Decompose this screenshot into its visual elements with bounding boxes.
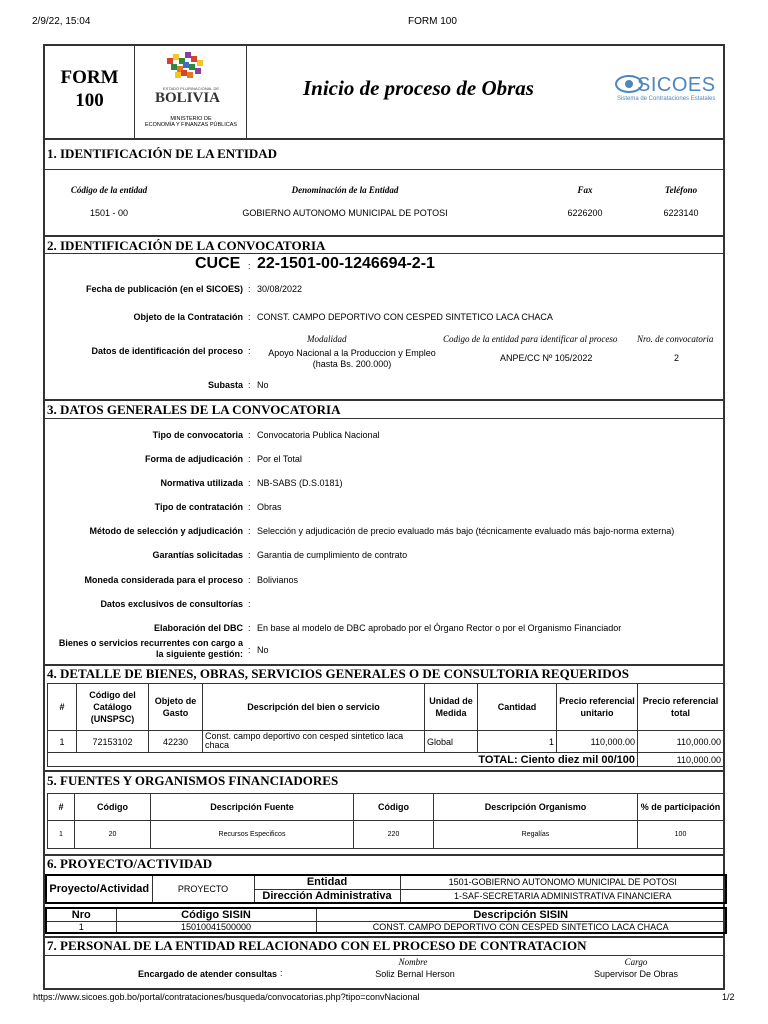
general-data-label: Tipo de contratación <box>154 502 243 512</box>
section2-title: 2. IDENTIFICACIÓN DE LA CONVOCATORIA <box>47 238 326 253</box>
sicoes-brand: SICOES <box>637 74 716 96</box>
colon: : <box>248 478 251 488</box>
general-data-label: Tipo de convocatoria <box>152 430 243 440</box>
modalidad-line1: Apoyo Nacional a la Produccion y Empleo <box>268 348 436 358</box>
general-data-label: Elaboración del DBC <box>153 623 243 633</box>
ministry-name <box>135 116 247 128</box>
form-document <box>43 44 725 990</box>
cell: 72153102 <box>77 731 149 753</box>
items-header: Objeto de Gasto <box>149 684 203 731</box>
logo-small-text: ESTADO PLURINACIONAL DE <box>163 86 220 91</box>
general-data-value: Obras <box>257 502 282 512</box>
print-footer <box>0 992 768 1006</box>
section3-title: 3. DATOS GENERALES DE LA CONVOCATORIA <box>47 402 341 417</box>
items-header: Unidad de Medida <box>425 684 478 731</box>
total-label: TOTAL: Ciento diez mil 00/100 <box>48 753 638 767</box>
process-code: ANPE/CC Nº 105/2022 <box>500 353 593 363</box>
admin-label: Dirección Administrativa <box>254 889 400 903</box>
section1-title: 1. IDENTIFICACIÓN DE LA ENTIDAD <box>47 146 278 161</box>
table-row <box>46 875 726 889</box>
cell: 1 <box>46 922 116 934</box>
cargo-label: Cargo <box>624 957 648 967</box>
page-title: Inicio de proceso de Obras <box>303 76 534 100</box>
colon: : <box>248 430 251 440</box>
process-code-label: Codigo de la entidad para identificar al proceso <box>443 334 618 344</box>
name-label: Nombre <box>398 957 428 967</box>
admin-value: 1-SAF-SECRETARIA ADMINISTRATIVA FINANCIERA <box>400 889 726 903</box>
call-number-label: Nro. de convocatoria <box>637 334 714 344</box>
general-data-label: Moneda considerada para el proceso <box>84 575 243 585</box>
cell: 1 <box>48 731 77 753</box>
sisin-header: Nro <box>46 908 116 922</box>
colon: : <box>248 599 251 609</box>
cell: 20 <box>75 821 151 849</box>
object-value: CONST. CAMPO DEPORTIVO CON CESPED SINTETICO LACA CHACA <box>257 312 553 322</box>
entity-fax: 6226200 <box>567 208 603 218</box>
general-data-value: Convocatoria Publica Nacional <box>257 430 380 440</box>
general-data-value: Garantia de cumplimiento de contrato <box>257 550 408 560</box>
divider <box>45 399 723 401</box>
sisin-header: Código SISIN <box>116 908 316 922</box>
funding-header: % de participación <box>638 794 724 821</box>
sicoes-subtitle: Sistema de Contrataciones Estatales <box>617 96 716 102</box>
colon: : <box>248 312 251 322</box>
section5-title: 5. FUENTES Y ORGANISMOS FINANCIADORES <box>47 773 339 788</box>
general-data-value: Bolivianos <box>257 575 299 585</box>
colon: : <box>248 261 251 271</box>
entity-code: 1501 - 00 <box>89 208 129 218</box>
form-label: FORM <box>60 67 119 88</box>
entity-name-label: Denominación de la Entidad <box>291 185 399 195</box>
recurrent-line2: la siguiente gestión: <box>155 649 243 659</box>
general-data-value: Por el Total <box>257 454 302 464</box>
colon: : <box>248 575 251 585</box>
colon: : <box>248 526 251 536</box>
colon: : <box>248 380 251 390</box>
cell: 1 <box>478 731 557 753</box>
funding-header-row <box>48 794 724 821</box>
cell: Global <box>425 731 478 753</box>
recurrent-label <box>45 638 243 660</box>
general-data-value: NB-SABS (D.S.0181) <box>257 478 343 488</box>
items-header: Descripción del bien o servicio <box>203 684 425 731</box>
cell: 42230 <box>149 731 203 753</box>
general-data-label: Forma de adjudicación <box>144 454 243 464</box>
total-value: 110,000.00 <box>638 753 724 767</box>
funding-header: # <box>48 794 75 821</box>
print-title: FORM 100 <box>408 16 457 27</box>
entity-phone: 6223140 <box>663 208 699 218</box>
items-header-row <box>48 684 724 731</box>
ministry-line1: MINISTERIO DE <box>170 116 212 122</box>
general-data-label: Normativa utilizada <box>160 478 243 488</box>
items-header: Precio referencial total <box>638 684 724 731</box>
items-header: # <box>48 684 77 731</box>
call-number: 2 <box>674 353 680 363</box>
colon: : <box>248 550 251 560</box>
sisin-header-row <box>46 908 726 922</box>
general-data-label: Datos exclusivos de consultorías <box>100 599 243 609</box>
project-value: PROYECTO <box>152 875 254 903</box>
recurrent-line1: Bienes o servicios recurrentes con cargo a <box>58 638 243 648</box>
sisin-table <box>45 907 727 934</box>
object-label: Objeto de la Contratación <box>133 312 243 322</box>
colon: : <box>248 346 251 356</box>
contact-role: Supervisor De Obras <box>593 969 679 979</box>
funding-header: Descripción Fuente <box>151 794 354 821</box>
cell: 15010041500000 <box>116 922 316 934</box>
fax-label: Fax <box>577 185 593 195</box>
colon: : <box>248 623 251 633</box>
funding-header: Código <box>75 794 151 821</box>
table-row <box>46 922 726 934</box>
cell: Const. campo deportivo con cesped sintetico laca chaca <box>203 731 425 753</box>
logo-country: BOLIVIA <box>155 90 221 106</box>
divider <box>45 235 723 237</box>
entity-name: GOBIERNO AUTONOMO MUNICIPAL DE POTOSI <box>242 208 448 218</box>
section6-title: 6. PROYECTO/ACTIVIDAD <box>47 856 213 871</box>
colon: : <box>248 502 251 512</box>
divider <box>45 770 723 772</box>
entity-code-label: Código de la entidad <box>70 185 148 195</box>
items-header: Código del Catálogo (UNSPSC) <box>77 684 149 731</box>
form-number-box <box>45 46 135 138</box>
cell: Recursos Especificos <box>151 821 354 849</box>
funding-header: Descripción Organismo <box>434 794 638 821</box>
general-data-value: En base al modelo de DBC aprobado por el Órgano Rector o por el Organismo Financiador <box>257 623 622 633</box>
cuce-value: 22-1501-00-1246694-2-1 <box>257 255 435 272</box>
funding-header: Código <box>354 794 434 821</box>
cell: 110,000.00 <box>557 731 638 753</box>
cell: Regalías <box>434 821 638 849</box>
cell: 100 <box>638 821 724 849</box>
recurrent-value: No <box>257 645 269 655</box>
project-table <box>45 874 727 904</box>
general-data-value: Selección y adjudicación de precio evaluado más bajo (técnicamente evaluado más bajo-norma externa) <box>257 526 675 536</box>
ministry-line2: ECONOMÍA Y FINANZAS PÚBLICAS <box>144 122 238 128</box>
cell: 1 <box>48 821 75 849</box>
form-number: 100 <box>75 90 104 111</box>
table-row <box>48 821 724 849</box>
process-data-label: Datos de identificación del proceso <box>91 346 243 356</box>
total-row <box>48 753 724 767</box>
general-data-label: Método de selección y adjudicación <box>89 526 243 536</box>
modalidad-value <box>257 348 447 370</box>
modalidad-line2: (hasta Bs. 200.000) <box>312 359 392 369</box>
bolivia-logo-box <box>135 46 247 138</box>
cell: CONST. CAMPO DEPORTIVO CON CESPED SINTETICO LACA CHACA <box>316 922 726 934</box>
print-page: 1/2 <box>722 992 735 1002</box>
pub-date: 30/08/2022 <box>257 284 303 294</box>
project-label: Proyecto/Actividad <box>46 875 152 903</box>
cell: 220 <box>354 821 434 849</box>
divider <box>45 418 723 419</box>
print-url: https://www.sicoes.gob.bo/portal/contrataciones/busqueda/convocatorias.php?tipo=convNacional <box>33 992 420 1002</box>
cell: 110,000.00 <box>638 731 724 753</box>
print-datetime: 2/9/22, 15:04 <box>32 16 91 27</box>
colon: : <box>248 284 251 294</box>
items-header: Precio referencial unitario <box>557 684 638 731</box>
print-header <box>0 16 768 32</box>
contact-name: Soliz Bernal Herson <box>375 969 455 979</box>
funding-table <box>47 793 724 849</box>
modalidad-label: Modalidad <box>307 334 347 344</box>
section7-title: 7. PERSONAL DE LA ENTIDAD RELACIONADO CON EL PROCESO DE CONTRATACION <box>47 938 587 953</box>
table-row <box>48 731 724 753</box>
section4-title: 4. DETALLE DE BIENES, OBRAS, SERVICIOS GENERALES O DE CONSULTORIA REQUERIDOS <box>47 666 629 681</box>
subasta-value: No <box>257 380 269 390</box>
divider <box>45 138 723 140</box>
pub-date-label: Fecha de publicación (en el SICOES) <box>85 284 243 294</box>
general-data-label: Garantías solicitadas <box>152 550 243 560</box>
entity-label: Entidad <box>254 875 400 889</box>
items-header: Cantidad <box>478 684 557 731</box>
colon: : <box>248 645 251 655</box>
divider <box>45 169 723 170</box>
sisin-header: Descripción SISIN <box>316 908 726 922</box>
divider <box>45 955 723 956</box>
bolivia-emblem-icon <box>163 52 209 82</box>
items-table <box>47 683 724 767</box>
entity-value: 1501-GOBIERNO AUTONOMO MUNICIPAL DE POTOSI <box>400 875 726 889</box>
subasta-label: Subasta <box>207 380 243 390</box>
colon: : <box>280 968 283 978</box>
divider <box>45 253 723 254</box>
colon: : <box>248 454 251 464</box>
phone-label: Teléfono <box>664 185 698 195</box>
inquiries-label: Encargado de atender consultas <box>137 969 277 979</box>
cuce-label: CUCE <box>195 255 241 272</box>
